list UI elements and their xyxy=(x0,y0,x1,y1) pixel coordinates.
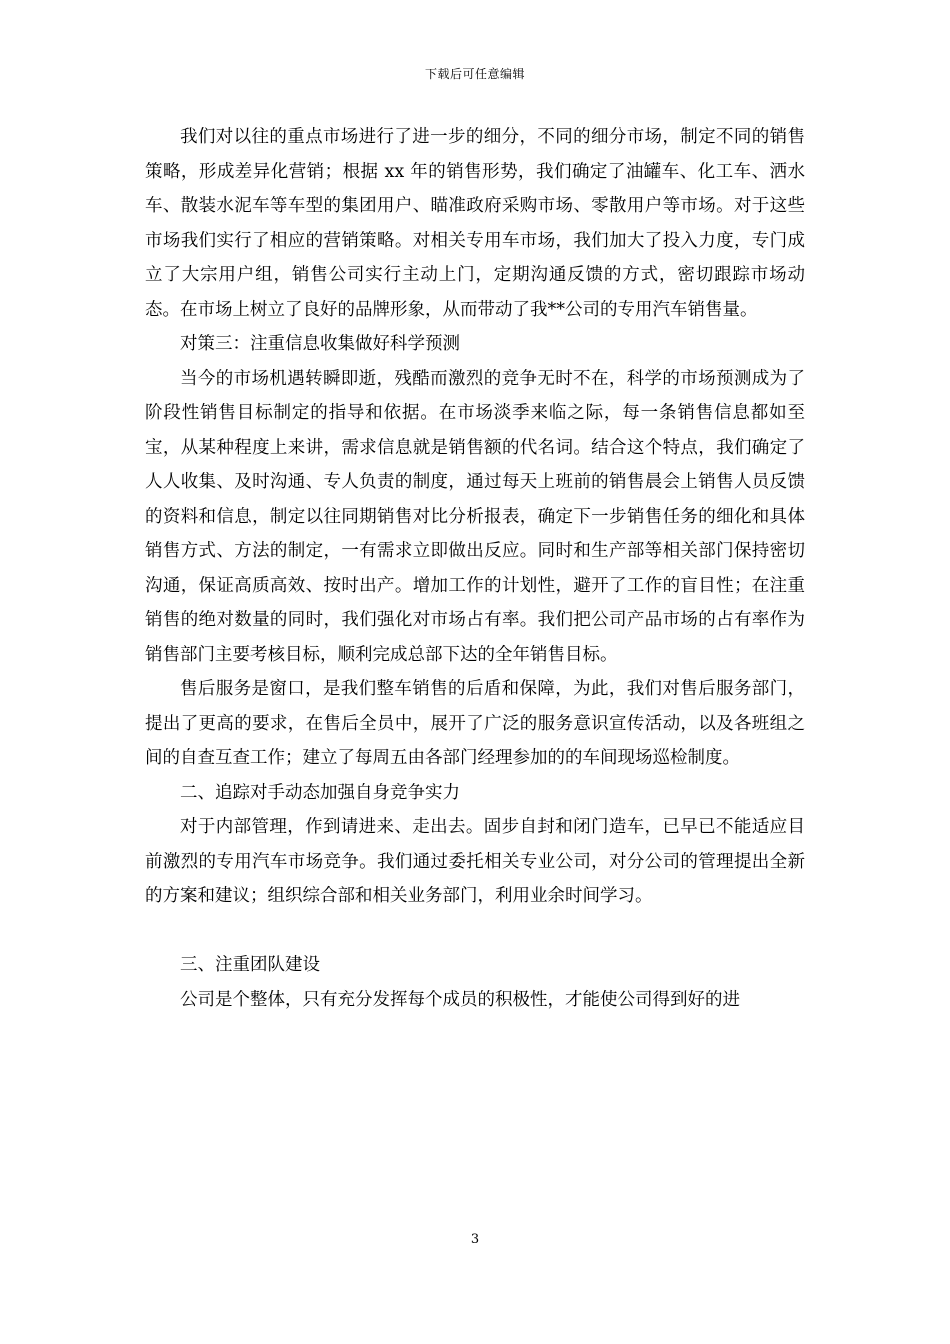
heading-strategy-three: 对策三：注重信息收集做好科学预测 xyxy=(180,334,460,354)
document-body xyxy=(145,120,805,1017)
paragraph-market-segmentation: 我们对以往的重点市场进行了进一步的细分，不同的细分市场，制定不同的销售策略，形成差异化营销；根据 xx 年的销售形势，我们确定了油罐车、化工车、洒水车、散装水泥车等车型的集团用户、瞄准政府采购市场、零散用户等市场。对于这些市场我们实行了相应的营销策略。对相关专用车市场，我们加大了投入力度，专门成立了大宗用户组，销售公司实行主动上门，定期沟通反馈的方式，密切跟踪市场动态。在市场上树立了良好的品牌形象，从而带动了我**公司的专用汽车销售量。 xyxy=(145,127,805,320)
page-header: 下载后可任意编辑 xyxy=(424,67,525,81)
page-number: 3 xyxy=(470,1232,480,1247)
heading-section-two: 二、追踪对手动态加强自身竞争实力 xyxy=(180,782,460,803)
paragraph-team-building: 公司是个整体，只有充分发挥每个成员的积极性，才能使公司得到好的进 xyxy=(180,989,740,1010)
paragraph-internal-management: 对于内部管理，作到请进来、走出去。固步自封和闭门造车，已早已不能适应目前激烈的专用汽车市场竞争。我们通过委托相关专业公司，对分公司的管理提出全新的方案和建议；组织综合部和相关业务部门，利用业余时间学习。 xyxy=(145,817,805,906)
paragraph-market-forecast: 当今的市场机遇转瞬即逝，残酷而激烈的竞争无时不在，科学的市场预测成为了阶段性销售目标制定的指导和依据。在市场淡季来临之际，每一条销售信息都如至宝，从某种程度上来讲，需求信息就是销售额的代名词。结合这个特点，我们确定了人人收集、及时沟通、专人负责的制度，通过每天上班前的销售晨会上销售人员反馈的资料和信息，制定以往同期销售对比分析报表，确定下一步销售任务的细化和具体销售方式、方法的制定，一有需求立即做出反应。同时和生产部等相关部门保持密切沟通，保证高质高效、按时出产。增加工作的计划性，避开了工作的盲目性；在注重销售的绝对数量的同时，我们强化对市场占有率。我们把公司产品市场的占有率作为销售部门主要考核目标，顺利完成总部下达的全年销售目标。 xyxy=(145,368,805,665)
heading-section-three: 三、注重团队建设 xyxy=(180,955,320,975)
paragraph-after-sales: 售后服务是窗口，是我们整车销售的后盾和保障，为此，我们对售后服务部门，提出了更高的要求，在售后全员中，展开了广泛的服务意识宣传活动，以及各班组之间的自查互查工作；建立了每周五由各部门经理参加的的车间现场巡检制度。 xyxy=(145,679,805,768)
